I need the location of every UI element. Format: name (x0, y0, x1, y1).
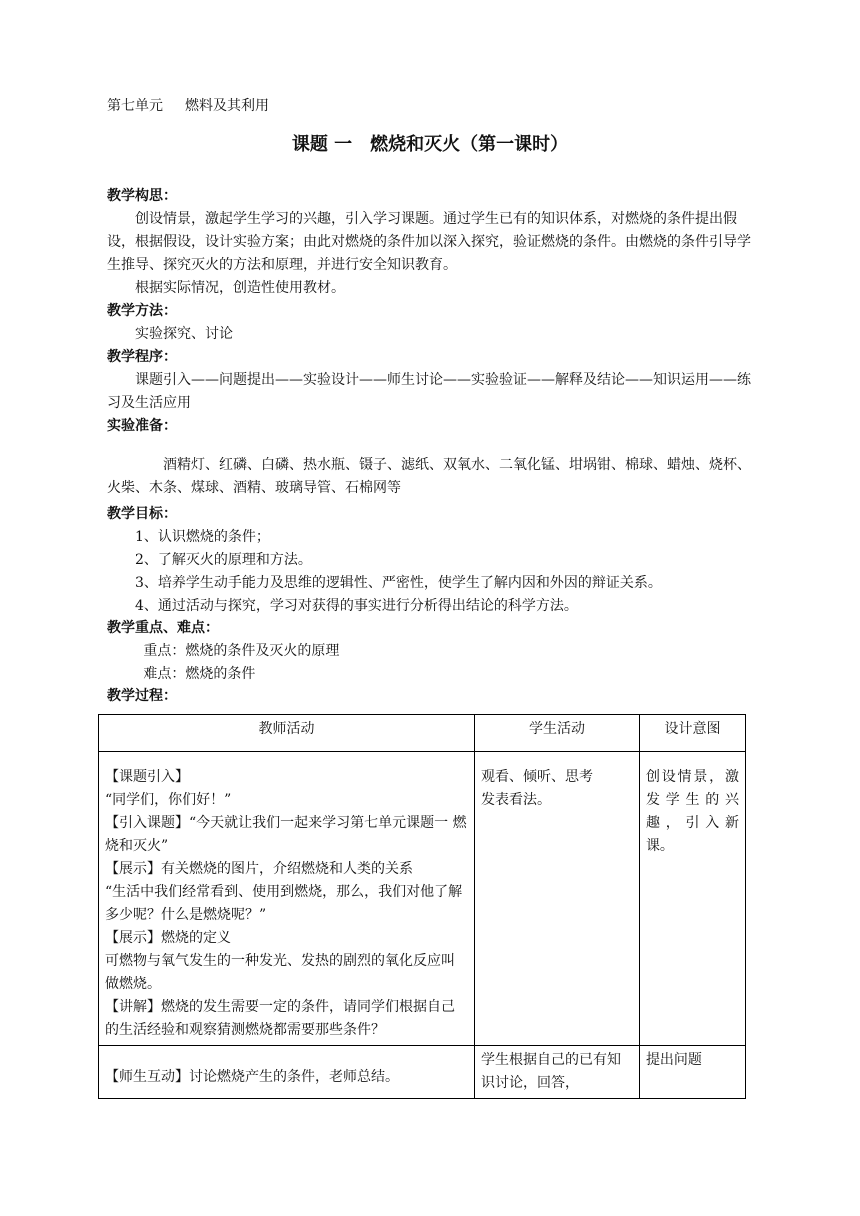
design-intent-cell: 创设情景，激发学生的兴趣，引入新课。 (639, 752, 745, 1046)
paragraph: 实验探究、讨论 (135, 326, 233, 342)
prep-materials: 酒精灯、红磷、白磷、热水瓶、镊子、滤纸、双氧水、二氧化锰、坩埚钳、棉球、蜡烛、烧杯、火柴、木条、煤球、酒精、玻璃导管、石棉网等 (107, 457, 751, 496)
difficulty-point: 难点：燃烧的条件 (143, 666, 256, 682)
teacher-activity-cell (99, 752, 475, 1046)
table-header-row (99, 715, 746, 752)
paragraph: 创设情景，激起学生学习的兴趣，引入学习课题。通过学生已有的知识体系，对燃烧的条件提出假设，根据假设，设计实验方案；由此对燃烧的条件加以深入探究，验证燃烧的条件。由燃烧的条件引导学生推导、探究灭火的方法和原理，并进行安全知识教育。 (107, 211, 751, 273)
teacher-line: 【讲解】燃烧的发生需要一定的条件，请同学们根据自己的生活经验和观察猜测燃烧都需要那些条件？ (105, 999, 455, 1038)
section-heading: 教学重点、难点： (107, 620, 219, 636)
section-conception (107, 185, 757, 300)
goal-item: 1、认识燃烧的条件； (135, 529, 270, 545)
lesson-title: 课题 一 燃烧和灭火（第一课时） (291, 134, 569, 155)
header-student: 学生活动 (474, 715, 639, 752)
teacher-line: 可燃物与氧气发生的一种发光、发热的剧烈的氧化反应叫做燃烧。 (105, 953, 455, 992)
student-activity-cell: 学生根据自己的已有知识讨论，回答， (474, 1046, 639, 1099)
table-row (99, 1046, 746, 1099)
table-row (99, 752, 746, 1046)
teacher-line: 【引入课题】“今天就让我们一起来学习第七单元课题一 燃烧和灭火” (105, 815, 467, 854)
teacher-activity-cell: 【师生互动】讨论燃烧产生的条件，老师总结。 (99, 1046, 475, 1099)
teacher-line: 【展示】燃烧的定义 (105, 930, 231, 946)
section-focus (107, 617, 757, 686)
teacher-line: “同学们，你们好！” (105, 792, 232, 808)
paragraph: 课题引入——问题提出——实验设计——师生讨论——实验验证——解释及结论——知识运用——练习及生活应用 (107, 372, 751, 411)
section-heading: 教学目标： (107, 506, 177, 522)
goal-item: 2、了解灭火的原理和方法。 (135, 552, 312, 568)
student-line: 发表看法。 (480, 792, 551, 808)
goal-item: 4、通过活动与探究，学习对获得的事实进行分析得出结论的科学方法。 (135, 598, 578, 614)
teacher-line: 【课题引入】 (105, 769, 189, 785)
process-table (98, 714, 746, 1099)
unit-header (107, 95, 291, 115)
unit-number: 第七单元 (107, 98, 163, 114)
student-activity-cell (474, 752, 639, 1046)
section-heading: 教学程序： (107, 349, 177, 365)
section-method (107, 300, 757, 346)
section-procedure (107, 346, 757, 415)
teacher-line: “生活中我们经常看到、使用到燃烧，那么，我们对他了解多少呢？什么是燃烧呢？” (105, 884, 463, 923)
header-intent: 设计意图 (639, 715, 745, 752)
section-process (107, 685, 757, 708)
section-heading: 教学过程： (107, 688, 177, 704)
section-goals (107, 503, 757, 618)
section-prep (107, 415, 757, 438)
section-heading: 实验准备： (107, 418, 177, 434)
section-heading: 教学构思： (107, 188, 177, 204)
section-heading: 教学方法： (107, 303, 177, 319)
design-intent-cell: 提出问题 (639, 1046, 745, 1099)
unit-title: 燃料及其利用 (185, 98, 269, 114)
paragraph: 根据实际情况，创造性使用教材。 (135, 280, 345, 296)
header-teacher: 教师活动 (99, 715, 475, 752)
student-line: 观看、倾听、思考 (480, 769, 593, 785)
goal-item: 3、培养学生动手能力及思维的逻辑性、严密性，使学生了解内因和外因的辩证关系。 (135, 575, 662, 591)
teacher-line: 【展示】有关燃烧的图片，介绍燃烧和人类的关系 (105, 861, 413, 877)
key-point: 重点：燃烧的条件及灭火的原理 (143, 643, 340, 659)
